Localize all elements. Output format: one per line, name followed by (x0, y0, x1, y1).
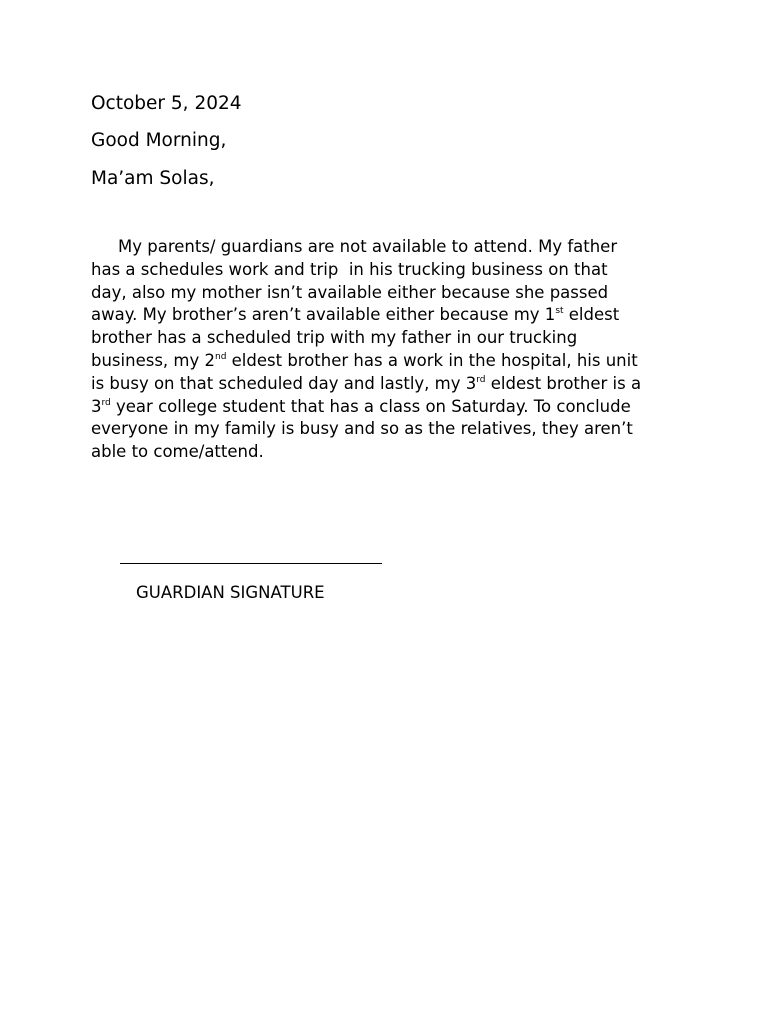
letter-date: October 5, 2024 (91, 93, 242, 114)
body-text-segment: business, my 2 (91, 350, 215, 370)
body-line (91, 396, 691, 419)
ordinal-suffix: rd (476, 374, 486, 385)
body-text-segment: away. My brother’s aren’t available either because my 1 (91, 305, 556, 325)
body-text-segment: eldest (563, 305, 620, 325)
body-line: has a schedules work and trip in his trucking business on that (91, 259, 608, 279)
signature-label: GUARDIAN SIGNATURE (136, 583, 325, 602)
body-line (91, 373, 691, 396)
letter-body (91, 236, 691, 464)
letter-salutation: Ma’am Solas, (91, 168, 215, 189)
body-line (91, 304, 691, 327)
body-line: day, also my mother isn’t available either because she passed (91, 282, 609, 302)
ordinal-suffix: rd (101, 397, 111, 408)
body-text-segment: year college student that has a class on Saturday. To conclude (110, 396, 631, 416)
body-text-segment: eldest brother has a work in the hospital, his unit (226, 350, 638, 370)
body-text-segment: eldest brother is a (485, 373, 642, 393)
body-text-segment: is busy on that scheduled day and lastly, my 3 (91, 373, 477, 393)
signature-line (120, 563, 382, 564)
body-line: able to come/attend. (91, 442, 264, 462)
ordinal-suffix: nd (214, 351, 227, 362)
letter-greeting: Good Morning, (91, 130, 227, 151)
body-line: My parents/ guardians are not available to attend. My father (118, 237, 618, 256)
body-text-segment: 3 (91, 396, 102, 416)
ordinal-suffix: st (555, 306, 564, 317)
body-line: brother has a scheduled trip with my father in our trucking (91, 328, 578, 348)
body-line: everyone in my family is busy and so as the relatives, they aren’t (91, 419, 633, 439)
body-line (91, 350, 691, 373)
